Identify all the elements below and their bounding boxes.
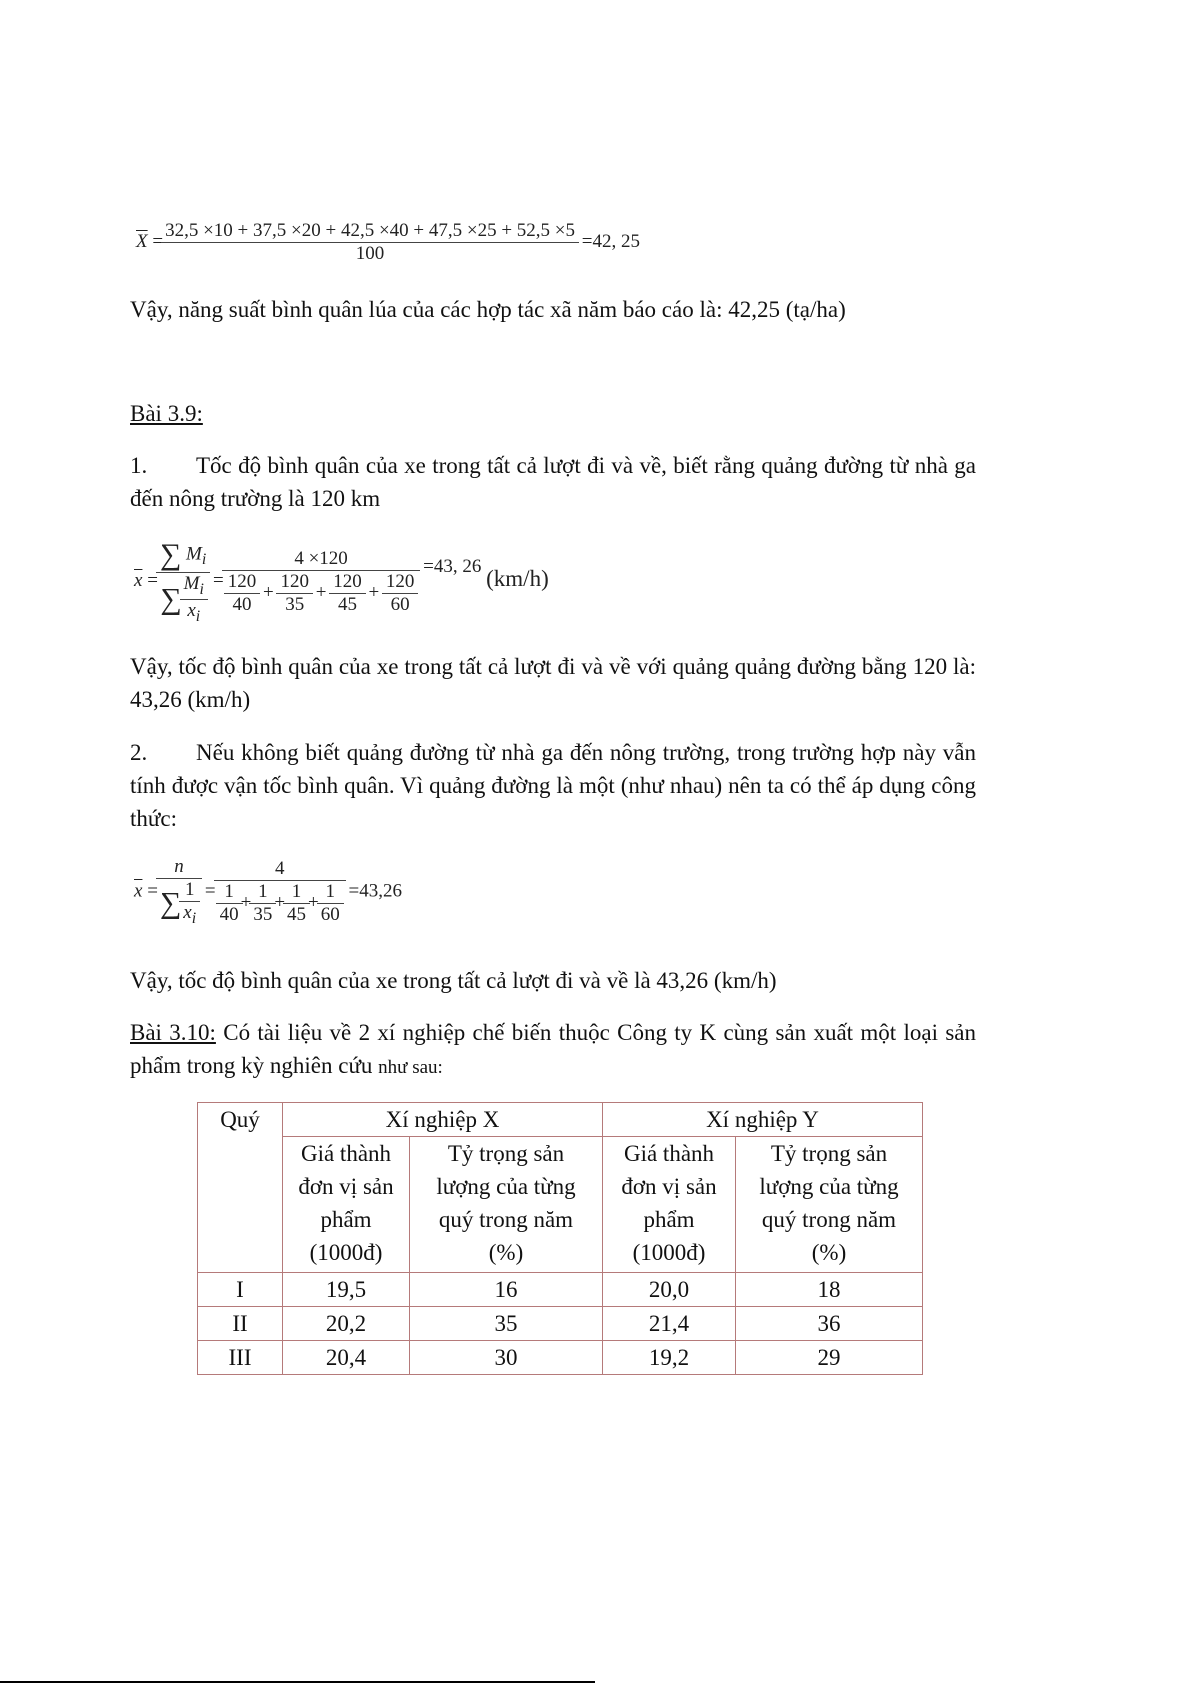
enterprise-data-table — [197, 1102, 923, 1375]
paragraph-yield-conclusion: Vậy, năng suất bình quân lúa của các hợp tác xã năm báo cáo là: 42,25 (tạ/ha) — [130, 297, 846, 322]
var-x: x — [187, 599, 196, 621]
table-row — [198, 1341, 923, 1375]
cell-y-price: 20,0 — [603, 1273, 736, 1307]
term-num: 1 — [325, 880, 336, 902]
item-1 — [130, 449, 976, 515]
item-text: Nếu không biết quảng đường từ nhà ga đến nông trường, trong trường hợp này vẫn tính được vận tốc bình quân. Vì quảng đường là một (như nhau) nên ta có thể áp dụng công thức: — [130, 740, 976, 831]
item-2 — [130, 736, 976, 835]
cell-quarter: I — [198, 1273, 283, 1307]
cell-x-share: 35 — [410, 1307, 603, 1341]
item-text: Tốc độ bình quân của xe trong tất cả lượt đi và về, biết rằng quảng đường từ nhà ga đến nông trường là 120 km — [130, 453, 976, 511]
intro-tail: như sau: — [378, 1057, 443, 1078]
cell-x-price: 19,5 — [283, 1273, 410, 1307]
formula-mean-yield: $\overline{X}$ = $\frac{32,5 \times 10 + 37,5 \times 20 + 42,5 \times 40 + 47,5 \times 25 + 52,5 \times 5}{100}$ =42, 25 — [136, 220, 640, 264]
sub-i: i — [191, 909, 197, 927]
header-x-price: Giá thành đơn vị sản phẩm (1000đ) — [283, 1137, 410, 1273]
sigma: ∑ — [160, 582, 182, 616]
formula-result: =42, 25 — [581, 230, 640, 252]
table-row — [198, 1307, 923, 1341]
cell-x-price: 20,4 — [283, 1341, 410, 1375]
item-number: 2. — [130, 740, 148, 765]
exercise-heading-3-9: Bài 3.9: — [130, 401, 203, 426]
cell-y-share: 18 — [736, 1273, 923, 1307]
var-x: x — [183, 902, 192, 923]
cell-y-share: 36 — [736, 1307, 923, 1341]
table-subheader-row — [198, 1137, 923, 1273]
term-num: 1 — [291, 880, 302, 902]
cell-x-price: 20,2 — [283, 1307, 410, 1341]
cell-x-share: 30 — [410, 1341, 603, 1375]
formula-harmonic-mean-weighted: $\overline{x}$ = ∑ $M_i$ ∑ $\frac{M_i}{x_i}$ = 4 ×120 $\frac{120}{40}$ + $\frac{120}{35}$ + $\frac{120}{45}$ + $\frac{120}{60}$ =43, 26 (km/h) — [134, 538, 549, 625]
header-enterprise-x: Xí nghiệp X — [283, 1103, 603, 1137]
page-bottom-divider — [0, 1681, 595, 1683]
header-enterprise-y: Xí nghiệp Y — [603, 1103, 923, 1137]
term-num: 1 — [224, 880, 234, 902]
intro-text: Có tài liệu về 2 xí nghiệp chế biến thuộc Công ty K cùng sản xuất một loại sản phẩm trong kỳ nghiên cứu — [130, 1020, 976, 1078]
formula-numerator: 4 ×120 — [294, 547, 348, 569]
term-num: 1 — [184, 879, 195, 900]
formula-result: =43,26 — [348, 880, 402, 902]
term-num: 120 — [280, 570, 309, 592]
formula-denominator: 100 — [161, 242, 579, 265]
formula-lhs: $\overline{X}$ — [136, 230, 148, 252]
formula-result: =43, 26 — [423, 556, 482, 578]
header-y-price: Giá thành đơn vị sản phẩm (1000đ) — [603, 1137, 736, 1273]
cell-y-share: 29 — [736, 1341, 923, 1375]
cell-y-price: 19,2 — [603, 1341, 736, 1375]
header-quy: Quý — [198, 1103, 283, 1273]
term-den: 35 — [276, 593, 313, 616]
formula-harmonic-mean-simple: $\overline{x}$ = n ∑ $\frac{1}{x_i}$ = 4 $\frac{1}{40}$ + $\frac{1}{35}$ + $\frac{1}{45}$ + $\frac{1}{60}$ =43,26 — [134, 856, 402, 927]
formula-numerator: 4 — [274, 857, 285, 879]
header-x-share: Tỷ trọng sản lượng của từng quý trong năm (%) — [410, 1137, 603, 1273]
cell-quarter: III — [198, 1341, 283, 1375]
cell-x-share: 16 — [410, 1273, 603, 1307]
paragraph-speed-conclusion-2: Vậy, tốc độ bình quân của xe trong tất cả lượt đi và về là 43,26 (km/h) — [130, 968, 777, 993]
term-num: 120 — [385, 570, 415, 592]
sub-i: i — [201, 551, 207, 569]
var-m: M — [183, 573, 200, 594]
formula-lhs: $\overline{x}$ — [134, 570, 143, 592]
formula-numerator: n — [174, 856, 184, 877]
exercise-3-10-intro — [130, 1016, 976, 1084]
term-den: 45 — [329, 593, 366, 616]
sub-i: i — [199, 580, 204, 598]
sigma: ∑ — [159, 538, 182, 571]
sigma: ∑ — [159, 886, 182, 920]
formula-lhs: $\overline{x}$ — [134, 880, 143, 902]
exercise-heading-3-10: Bài 3.10: — [130, 1020, 216, 1045]
term-den: 40 — [224, 593, 261, 616]
formula-unit: (km/h) — [486, 566, 549, 592]
term-den: 60 — [382, 593, 419, 616]
formula-numerator: 32,5 ×10 + 37,5 ×20 + 42,5 ×40 + 47,5 ×25 + 52,5 ×5 — [165, 220, 576, 241]
table-row — [198, 1273, 923, 1307]
term-num: 1 — [258, 880, 268, 902]
term-den: 45 — [283, 903, 310, 926]
term-den: 40 — [216, 903, 243, 926]
sub-i: i — [195, 607, 201, 625]
cell-y-price: 21,4 — [603, 1307, 736, 1341]
item-number: 1. — [130, 453, 148, 478]
paragraph-speed-conclusion-1: Vậy, tốc độ bình quân của xe trong tất cả lượt đi và về với quảng quảng đường bằng 120 là: 43,26 (km/h) — [130, 654, 976, 712]
var-m: M — [186, 543, 202, 565]
cell-quarter: II — [198, 1307, 283, 1341]
header-y-share: Tỷ trọng sản lượng của từng quý trong năm (%) — [736, 1137, 923, 1273]
table-header-row — [198, 1103, 923, 1137]
term-num: 120 — [333, 570, 362, 592]
term-den: 60 — [317, 903, 344, 926]
term-den: 35 — [249, 903, 276, 926]
term-num: 120 — [227, 570, 257, 592]
